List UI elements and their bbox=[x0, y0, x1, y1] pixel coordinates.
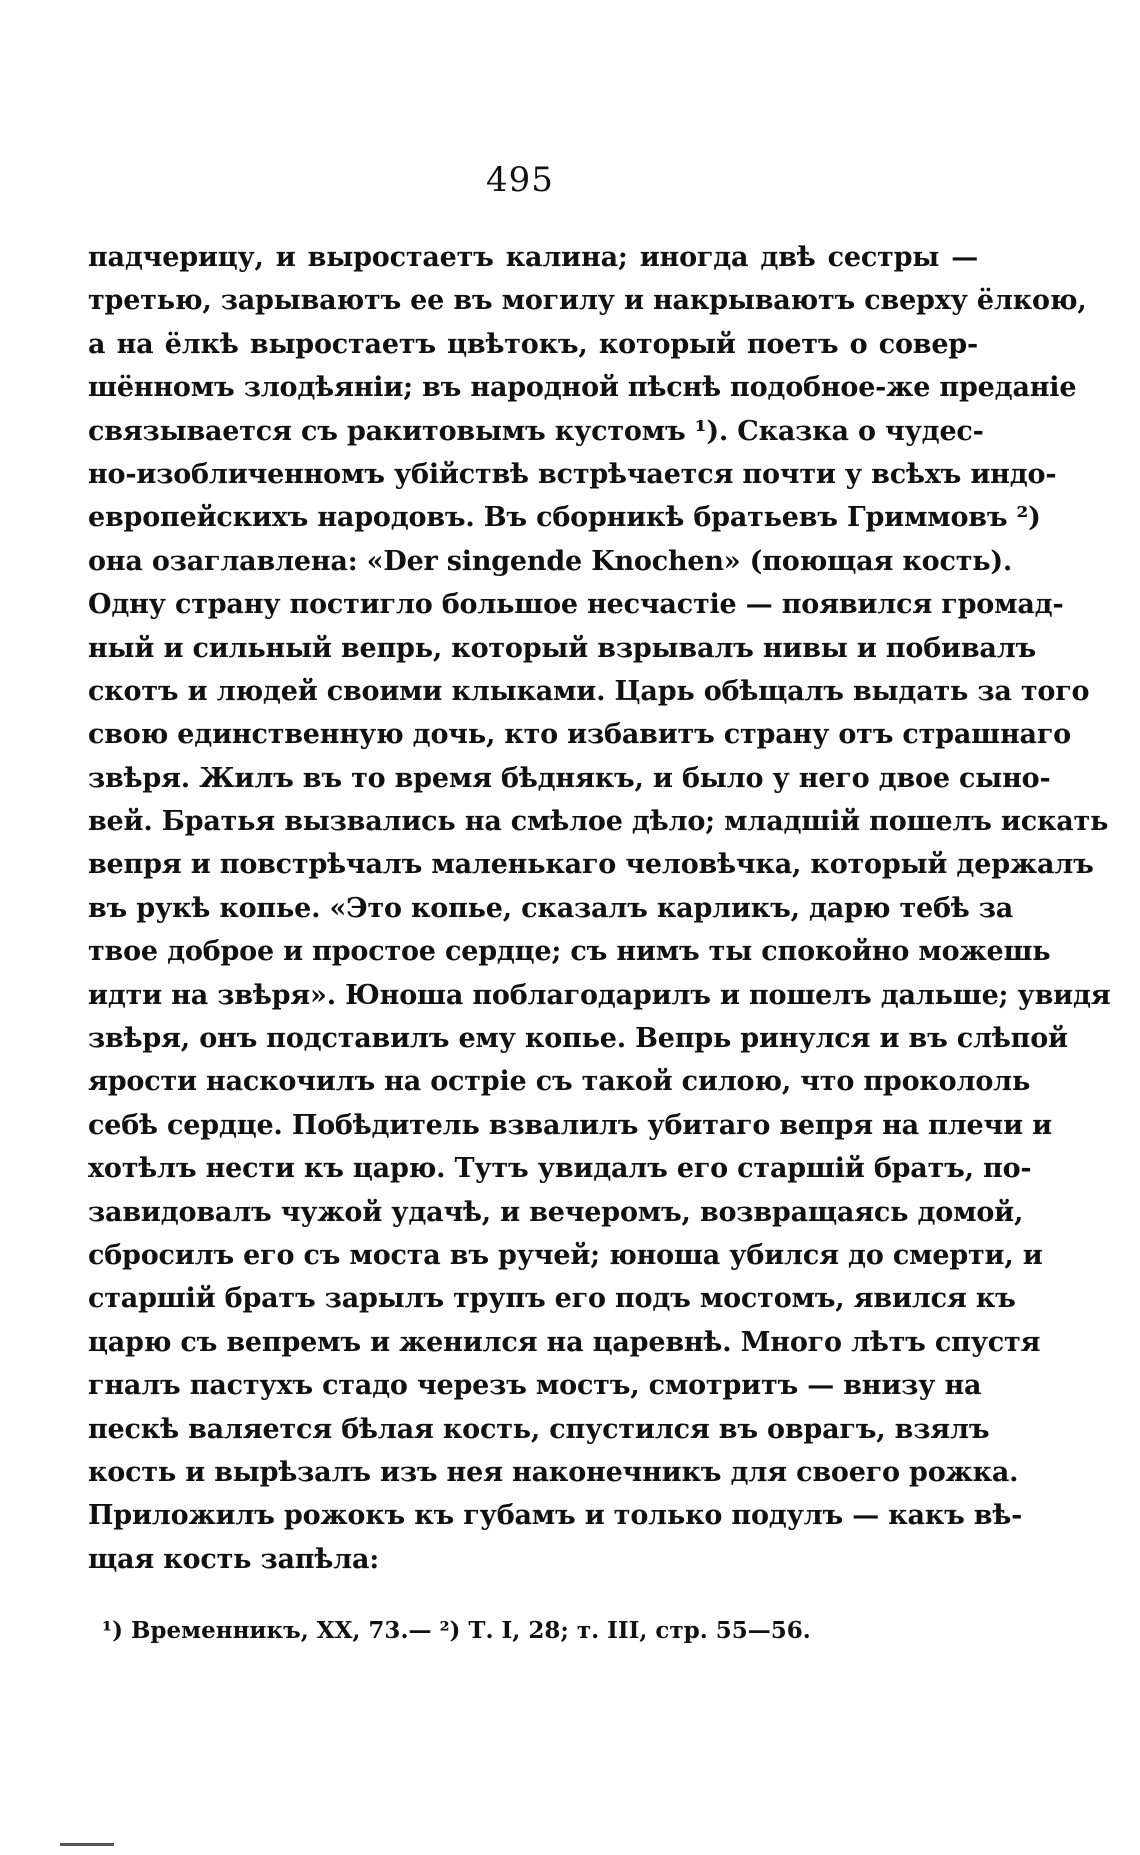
body-text bbox=[88, 236, 1111, 1581]
text-line: связывается съ ракитовымъ кустомъ ¹). Сказка о чудес- bbox=[88, 415, 984, 447]
text-line: хотѣлъ нести къ царю. Тутъ увидалъ его старшій братъ, по- bbox=[88, 1153, 1032, 1185]
text-line: завидовалъ чужой удачѣ, и вечеромъ, возвращаясь домой, bbox=[88, 1196, 1024, 1228]
text-line: а на ёлкѣ выростаетъ цвѣтокъ, который поетъ о совер- bbox=[88, 328, 978, 360]
text-line: свою единственную дочь, кто избавитъ страну отъ страшнаго bbox=[88, 719, 1071, 751]
text-line: шённомъ злодѣяніи; въ народной пѣснѣ подобное-же преданіе bbox=[88, 372, 1077, 404]
text-line: вей. Братья вызвались на смѣлое дѣло; младшій пошелъ искать bbox=[88, 806, 1109, 838]
text-line: царю съ вепремъ и женился на царевнѣ. Много лѣтъ спустя bbox=[88, 1326, 1041, 1358]
text-line: идти на звѣря». Юноша поблагодарилъ и пошелъ дальше; увидя bbox=[88, 979, 1111, 1011]
text-line: европейскихъ народовъ. Въ сборникѣ братьевъ Гриммовъ ²) bbox=[88, 502, 1041, 534]
footnotes: ¹) Временникъ, XX, 73.— ²) Т. I, 28; т. III, стр. 55—56. bbox=[102, 1617, 811, 1644]
text-line: вепря и повстрѣчалъ маленькаго человѣчка, который держалъ bbox=[88, 849, 1094, 881]
text-line: себѣ сердце. Побѣдитель взвалилъ убитаго вепря на плечи и bbox=[88, 1109, 1052, 1141]
text-line: ный и сильный вепрь, который взрывалъ нивы и побивалъ bbox=[88, 632, 1037, 664]
text-line: старшій братъ зарылъ трупъ его подъ мостомъ, явился къ bbox=[88, 1283, 1016, 1315]
text-line: Одну страну постигло большое несчастіе — появился громад- bbox=[88, 589, 1064, 621]
text-line: она озаглавлена: «Der singende Knochen» (поющая кость). bbox=[88, 545, 1013, 577]
text-line: падчерицу, и выростаетъ калина; иногда двѣ сестры — bbox=[88, 242, 978, 273]
text-line: сбросилъ его съ моста въ ручей; юноша убился до смерти, и bbox=[88, 1239, 1043, 1271]
text-line: третью, зарываютъ ее въ могилу и накрываютъ сверху ёлкою, bbox=[88, 285, 1087, 317]
text-line: скотъ и людей своими клыками. Царь обѣщалъ выдать за того bbox=[88, 675, 1090, 707]
text-line: но-изобличенномъ убійствѣ встрѣчается почти у всѣхъ индо- bbox=[88, 458, 1057, 490]
text-line: ярости наскочилъ на остріе съ такой силою, что прокололь bbox=[88, 1066, 1031, 1098]
text-line: твое доброе и простое сердце; съ нимъ ты спокойно можешь bbox=[88, 936, 1051, 968]
text-line-last: щая кость запѣла: bbox=[88, 1543, 380, 1575]
text-line: звѣря, онъ подставилъ ему копье. Вепрь ринулся и въ слѣпой bbox=[88, 1023, 1068, 1055]
text-line: звѣря. Жилъ въ то время бѣднякъ, и было у него двое сыно- bbox=[88, 762, 1051, 794]
scan-edge-mark bbox=[60, 1843, 114, 1846]
text-line: кость и вырѣзалъ изъ нея наконечникъ для своего рожка. bbox=[88, 1456, 1019, 1488]
page-number: 495 bbox=[486, 160, 554, 200]
text-line: гналъ пастухъ стадо черезъ мостъ, смотритъ — внизу на bbox=[88, 1370, 982, 1402]
text-line: въ рукѣ копье. «Это копье, сказалъ карликъ, дарю тебѣ за bbox=[88, 892, 1014, 924]
text-line: пескѣ валяется бѣлая кость, спустился въ оврагъ, взялъ bbox=[88, 1413, 990, 1445]
text-line: Приложилъ рожокъ къ губамъ и только подулъ — какъ вѣ- bbox=[88, 1500, 1023, 1532]
